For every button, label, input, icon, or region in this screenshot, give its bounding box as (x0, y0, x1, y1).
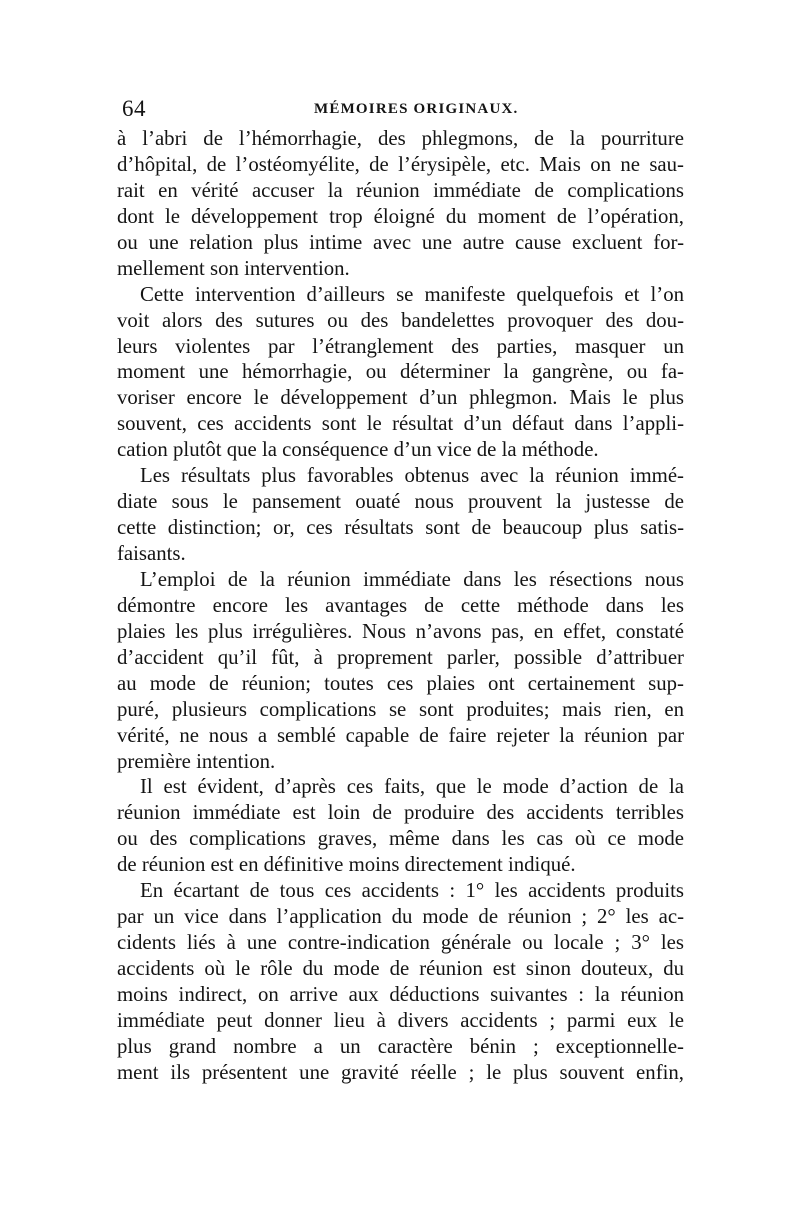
text-line: cation plutôt que la conséquence d’un vice de la méthode. (117, 438, 599, 462)
text-line: par un vice dans l’application du mode de réunion ; 2° les ac- (117, 905, 684, 929)
text-line: mellement son intervention. (117, 256, 350, 280)
running-title: MÉMOIRES ORIGINAUX. (314, 101, 519, 117)
running-head (117, 92, 684, 126)
text-line: immédiate peut donner lieu à divers accidents ; parmi eux le (117, 1008, 684, 1032)
text-line: voriser encore le développement d’un phlegmon. Mais le plus (117, 386, 684, 410)
book-page (117, 92, 684, 1086)
paragraph (117, 126, 684, 282)
text-line: vérité, ne nous a semblé capable de faire rejeter la réunion par (117, 723, 684, 747)
text-line: voit alors des sutures ou des bandelettes provoquer des dou- (117, 308, 684, 332)
paragraph (117, 878, 684, 1086)
paragraph (117, 463, 684, 567)
text-line: ou des complications graves, même dans les cas où ce mode (117, 827, 684, 851)
text-line: puré, plusieurs complications se sont produites; mais rien, en (117, 697, 684, 721)
paragraph (117, 774, 684, 878)
text-line: diate sous le pansement ouaté nous prouvent la justesse de (117, 490, 684, 514)
text-line: faisants. (117, 542, 186, 565)
text-line: Les résultats plus favorables obtenus avec la réunion immé- (140, 464, 684, 488)
text-line: En écartant de tous ces accidents : 1° les accidents produits (140, 879, 684, 903)
body-text (117, 126, 684, 1086)
text-line: dont le développement trop éloigné du moment de l’opération, (117, 204, 684, 228)
text-line: à l’abri de l’hémorrhagie, des phlegmons, de la pourriture (117, 127, 684, 150)
text-line: moment une hémorrhagie, ou déterminer la gangrène, ou fa- (117, 360, 684, 384)
text-line: souvent, ces accidents sont le résultat d’un défaut dans l’appli- (117, 412, 684, 436)
text-line: cidents liés à une contre-indication générale ou locale ; 3° les (117, 931, 684, 955)
text-line: d’accident qu’il fût, à proprement parler, possible d’attribuer (117, 645, 684, 669)
text-line: L’emploi de la réunion immédiate dans les résections nous (140, 567, 684, 591)
text-line: de réunion est en définitive moins directement indiqué. (117, 853, 576, 877)
text-line: cette distinction; or, ces résultats sont de beaucoup plus satis- (117, 516, 684, 540)
text-line: rait en vérité accuser la réunion immédiate de complications (117, 178, 684, 202)
text-line: ou une relation plus intime avec une autre cause excluent for- (117, 230, 684, 254)
text-line: accidents où le rôle du mode de réunion est sinon douteux, du (117, 957, 684, 980)
text-line: plus grand nombre a un caractère bénin ; exceptionnelle- (117, 1034, 684, 1058)
text-line: Cette intervention d’ailleurs se manifeste quelquefois et l’on (140, 282, 684, 306)
text-line: réunion immédiate est loin de produire des accidents terribles (117, 801, 684, 825)
text-line: leurs violentes par l’étranglement des parties, masquer un (117, 334, 684, 358)
text-line: plaies les plus irrégulières. Nous n’avons pas, en effet, constaté (117, 619, 684, 643)
text-line: au mode de réunion; toutes ces plaies ont certainement sup- (117, 671, 684, 695)
text-line: Il est évident, d’après ces faits, que le mode d’action de la (140, 775, 684, 799)
text-line: démontre encore les avantages de cette méthode dans les (117, 593, 684, 617)
text-line: moins indirect, on arrive aux déductions suivantes : la réunion (117, 982, 684, 1006)
page-number: 64 (122, 96, 146, 121)
text-line: d’hôpital, de l’ostéomyélite, de l’érysipèle, etc. Mais on ne sau- (117, 152, 684, 176)
text-line: ment ils présentent une gravité réelle ; le plus souvent enfin, (117, 1060, 684, 1084)
text-line: première intention. (117, 749, 276, 773)
paragraph (117, 567, 684, 775)
paragraph (117, 282, 684, 464)
